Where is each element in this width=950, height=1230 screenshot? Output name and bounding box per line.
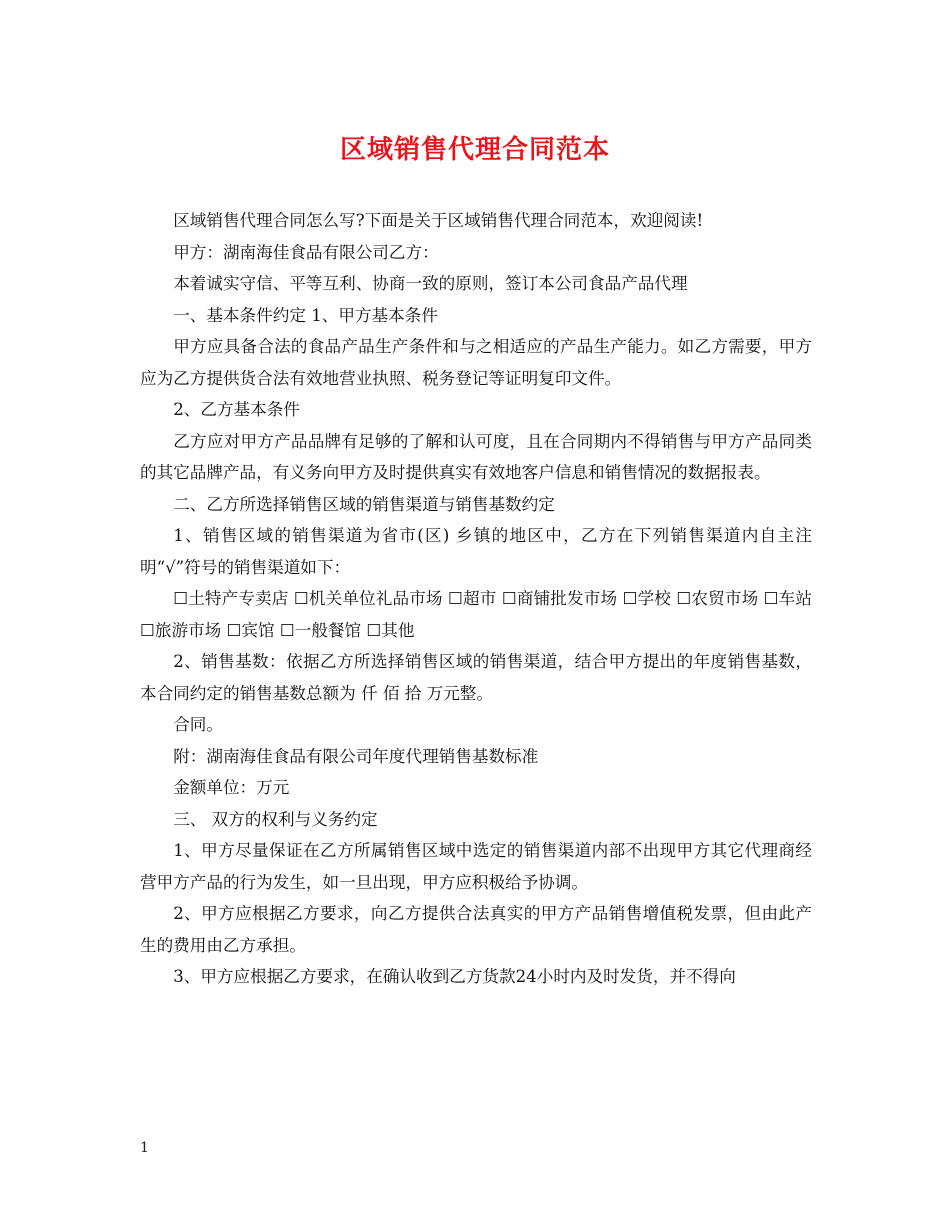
- paragraph-obligation-1: 1、甲方尽量保证在乙方所属销售区域中选定的销售渠道内部不出现甲方其它代理商经营甲方产品的行为发生，如一旦出现，甲方应积极给予协调。: [140, 841, 812, 892]
- paragraph-parties: 甲方：湖南海佳食品有限公司乙方：: [173, 242, 439, 262]
- paragraph-party-a-conditions: 甲方应具备合法的食品产品生产条件和与之相适应的产品生产能力。如乙方需要，甲方应为乙方提供货合法有效地营业执照、税务登记等证明复印文件。: [140, 337, 812, 388]
- subheading-party-b-conditions: 2、乙方基本条件: [173, 400, 300, 419]
- section-heading-basic-conditions: 一、基本条件约定 1、甲方基本条件: [173, 305, 438, 325]
- paragraph-intro: 区域销售代理合同怎么写?下面是关于区域销售代理合同范本，欢迎阅读!: [173, 211, 704, 230]
- paragraph-channel-checkboxes: ☐土特产专卖店 ☐机关单位礼品市场 ☐超市 ☐商铺批发市场 ☐学校 ☐农贸市场 ☐车站 ☐旅游市场 ☐宾馆 ☐一般餐馆 ☐其他: [140, 589, 812, 640]
- paragraph-principle: 本着诚实守信、平等互利、协商一致的原则，签订本公司食品产品代理: [173, 274, 688, 293]
- paragraph-obligation-3: 3、甲方应根据乙方要求，在确认收到乙方货款24小时内及时发货，并不得向: [173, 967, 736, 986]
- paragraph-party-b-conditions: 乙方应对甲方产品品牌有足够的了解和认可度，且在合同期内不得销售与甲方产品同类的其它品牌产品，有义务向甲方及时提供真实有效地客户信息和销售情况的数据报表。: [140, 431, 812, 482]
- paragraph-sales-channels: 1、销售区域的销售渠道为省市(区) 乡镇的地区中，乙方在下列销售渠道内自主注明“√”符号的销售渠道如下：: [140, 526, 812, 577]
- paragraph-obligation-2: 2、甲方应根据乙方要求，向乙方提供合法真实的甲方产品销售增值税发票，但由此产生的费用由乙方承担。: [140, 904, 812, 955]
- paragraph-amount-unit: 金额单位：万元: [173, 778, 290, 797]
- section-heading-sales-channels: 二、乙方所选择销售区域的销售渠道与销售基数约定: [173, 494, 555, 514]
- section-heading-rights-obligations: 三、 双方的权利与义务约定: [173, 809, 378, 829]
- paragraph-appendix: 附：湖南海佳食品有限公司年度代理销售基数标准: [173, 746, 539, 766]
- page-number: 1: [140, 1140, 149, 1156]
- paragraph-sales-base: 2、销售基数：依据乙方所选择销售区域的销售渠道，结合甲方提出的年度销售基数，本合同约定的销售基数总额为 仟 佰 拾 万元整。: [140, 652, 812, 703]
- document-title: 区域销售代理合同范本: [339, 135, 610, 165]
- document-body: [140, 205, 812, 993]
- paragraph-contract: 合同。: [173, 715, 223, 734]
